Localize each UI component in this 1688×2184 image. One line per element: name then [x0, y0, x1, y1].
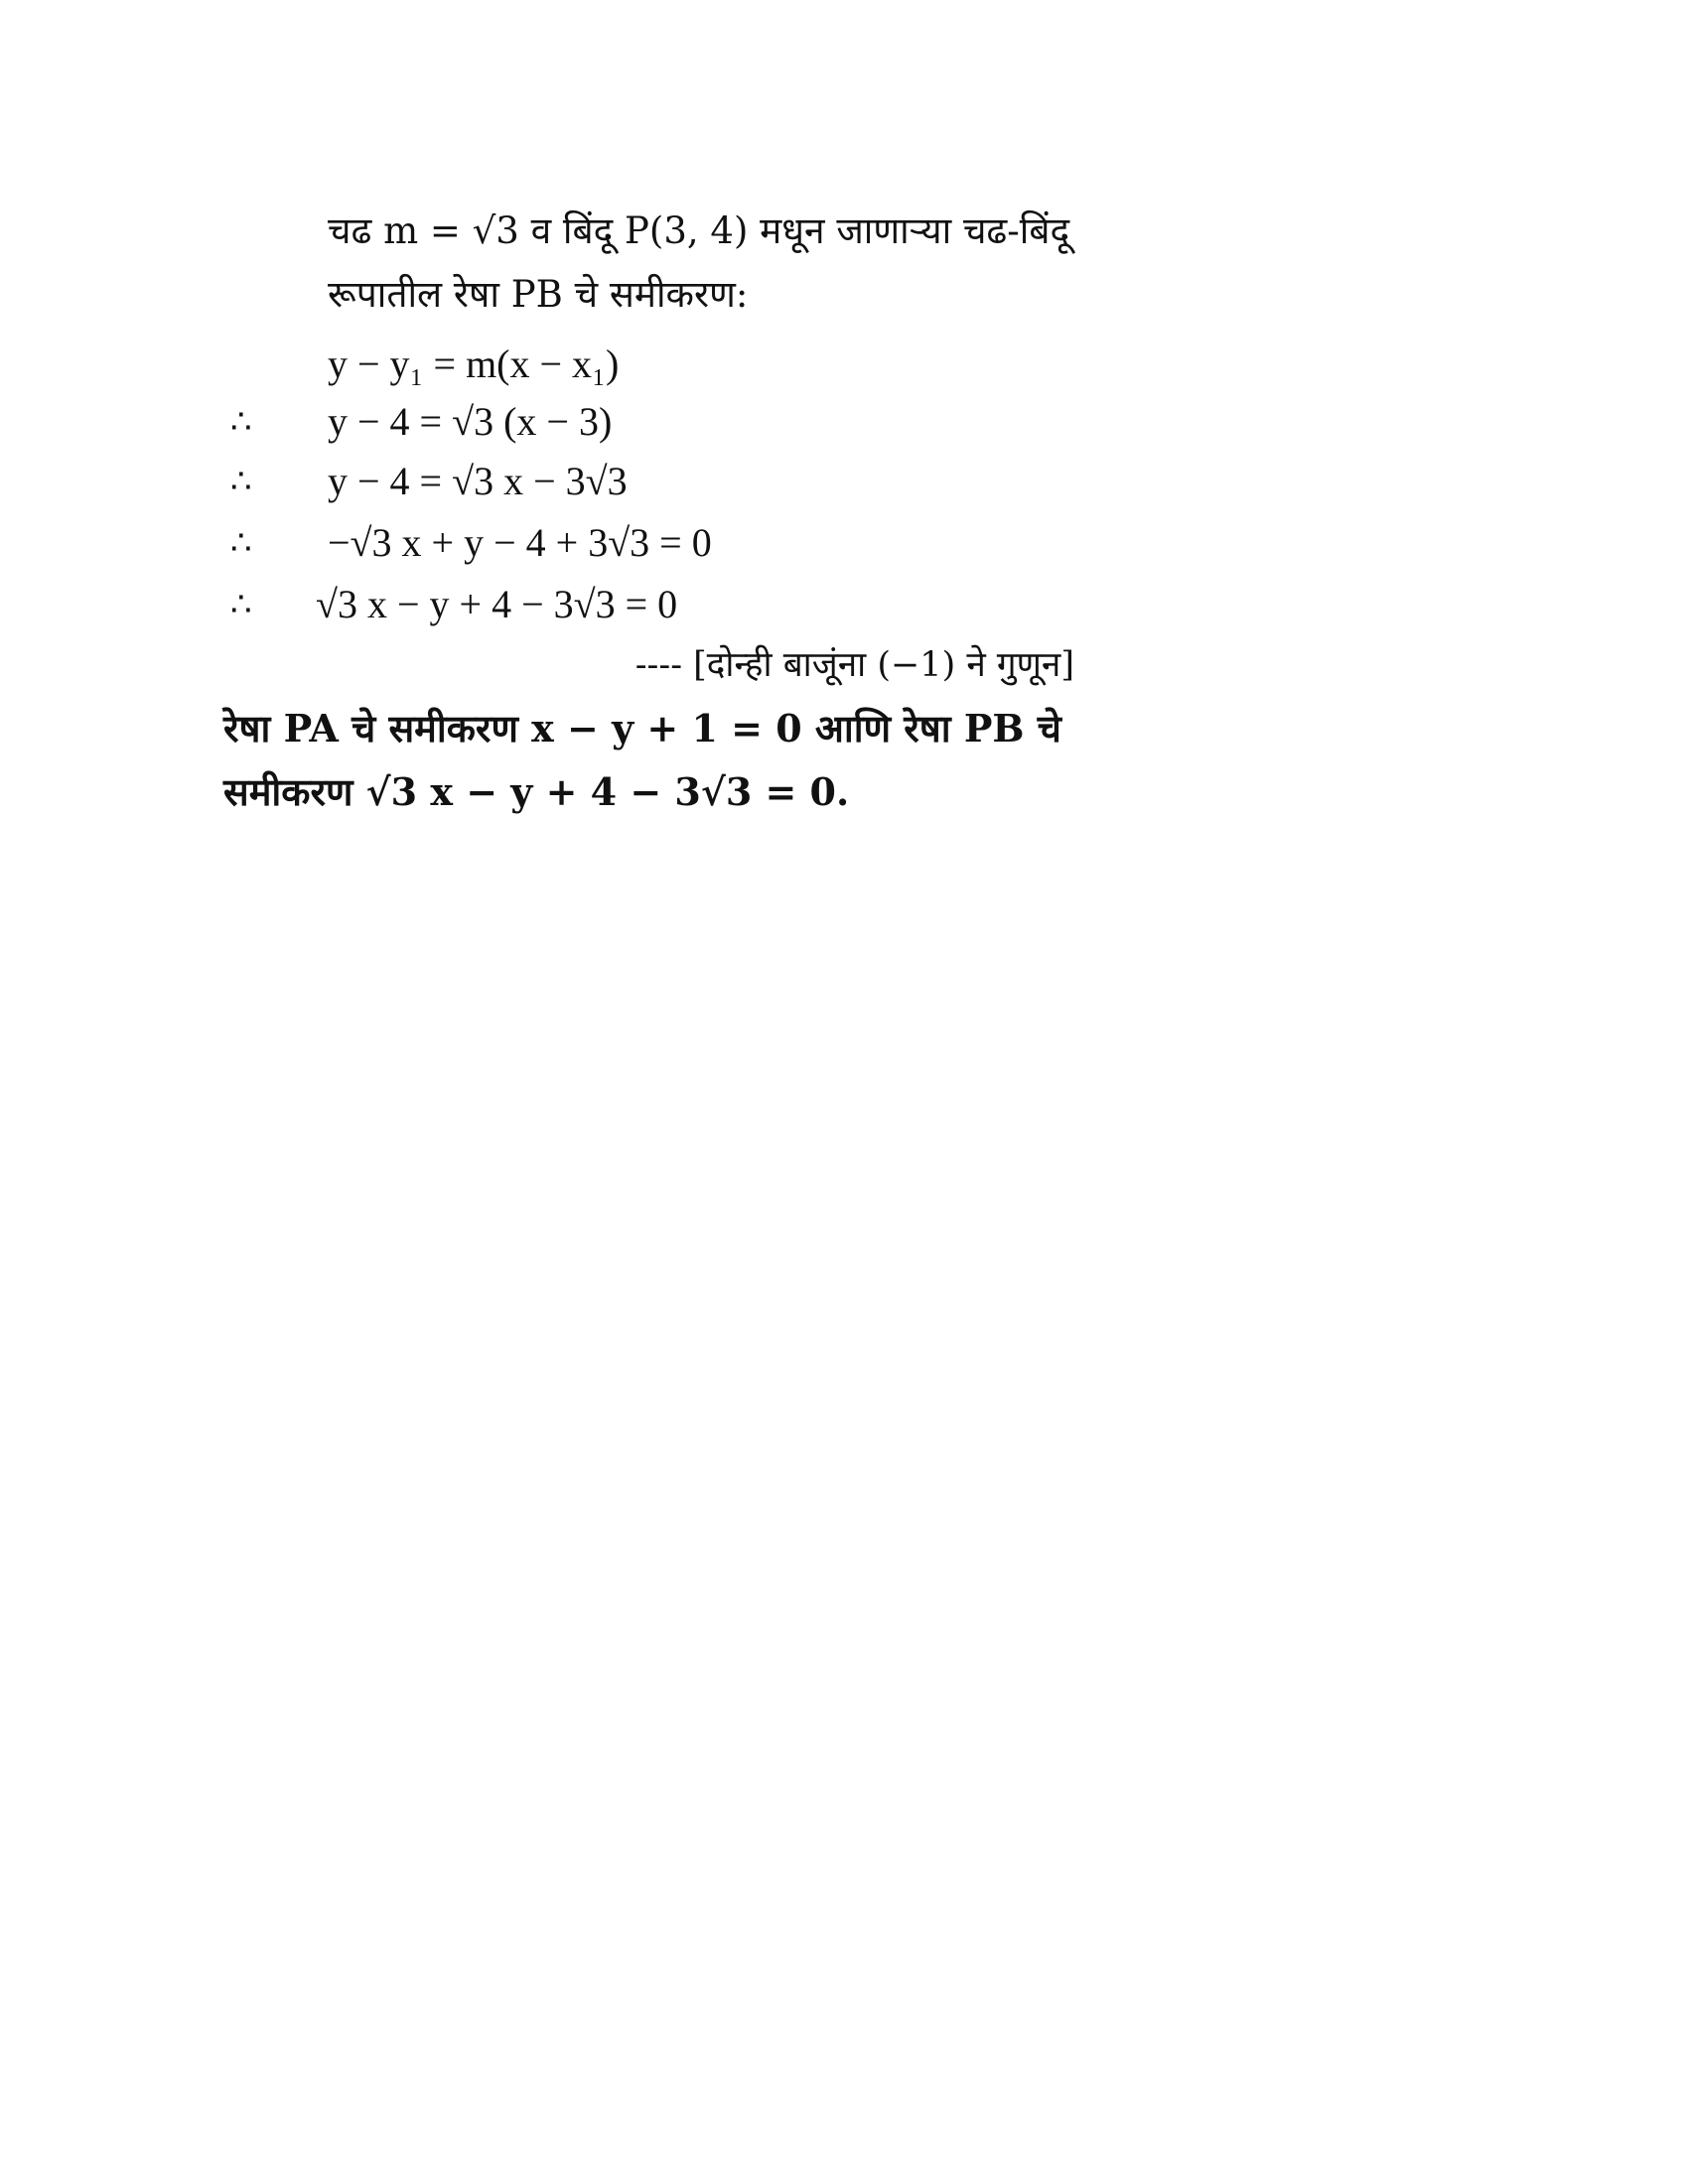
conclusion-line-1: रेषा PA चे समीकरण x − y + 1 = 0 आणि रेषा PB चे — [223, 706, 1061, 751]
conclusion-line-2: समीकरण √3 x − y + 4 − 3√3 = 0. — [223, 769, 850, 814]
intro-line-1: चढ m = √3 व बिंदू P(3, 4) मधून जाणाऱ्या चढ-बिंदू — [328, 209, 1070, 252]
therefore-symbol: ∴ — [230, 585, 252, 624]
operation-note: ---- [दोन्ही बाजूंना (−1) ने गुणून] — [634, 645, 1074, 685]
equation-1: y − y₁ = m(x − x₁) — [328, 341, 620, 386]
intro-line-2: रूपातील रेषा PB चे समीकरण: — [328, 273, 749, 316]
therefore-symbol: ∴ — [230, 523, 252, 563]
equation-2: y − 4 = √3 (x − 3) — [328, 399, 613, 444]
equation-5: √3 x − y + 4 − 3√3 = 0 — [316, 582, 678, 626]
therefore-symbol: ∴ — [230, 402, 252, 442]
equation-3: y − 4 = √3 x − 3√3 — [328, 459, 628, 503]
therefore-symbol: ∴ — [230, 462, 252, 501]
equation-4: −√3 x + y − 4 + 3√3 = 0 — [328, 520, 712, 565]
